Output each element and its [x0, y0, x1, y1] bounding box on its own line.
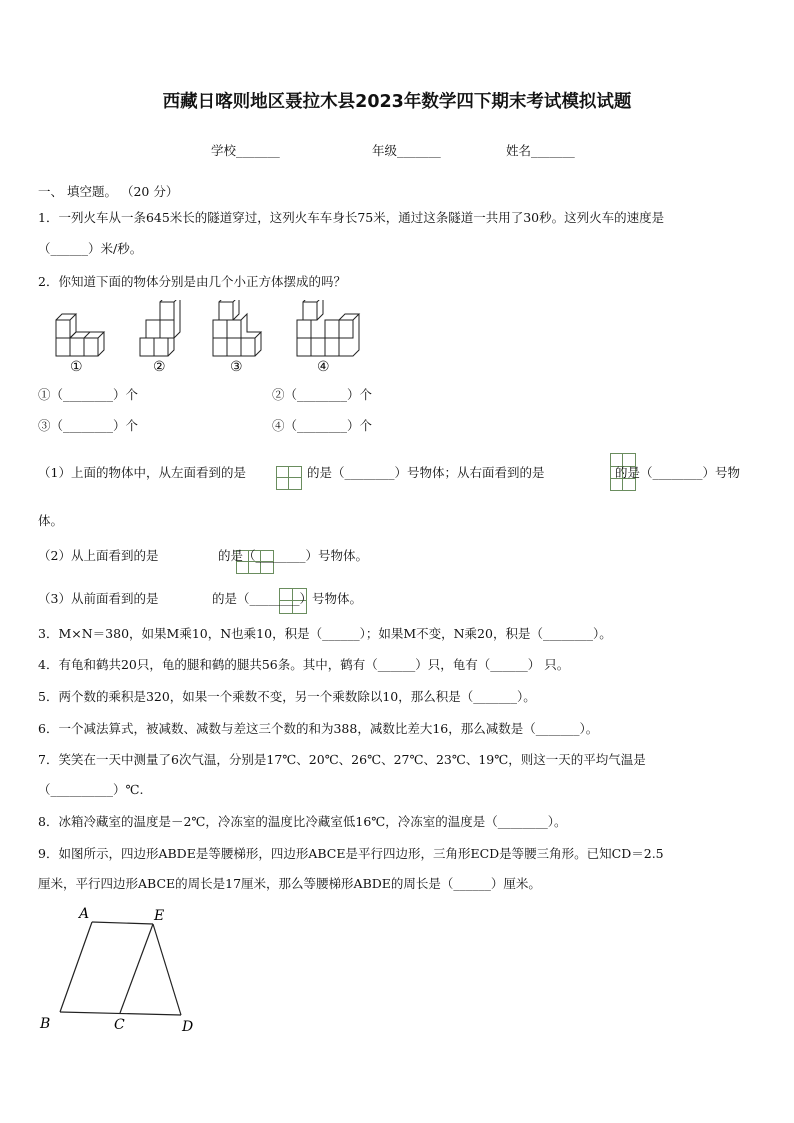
question-3: 3．M×N＝380，如果M乘10，N也乘10，积是（______）；如果M不变，N乘20，积是（________）。	[38, 626, 612, 641]
sub-question-1-a: （1）上面的物体中，从左面看到的是	[38, 465, 246, 480]
figure-label-4: ④	[317, 359, 330, 375]
question-9-line-1: 9．如图所示，四边形ABDE是等腰梯形，四边形ABCE是平行四边形，三角形ECD是等腰三角形。已知CD＝2.5	[38, 846, 664, 861]
point-label-e: E	[154, 908, 165, 924]
answer-2[interactable]: ②（________）个	[272, 387, 373, 402]
question-8: 8．冰箱冷藏室的温度是－2℃，冷冻室的温度比冷藏室低16℃，冷冻室的温度是（________）。	[38, 814, 567, 829]
question-7-line-1: 7．笑笑在一天中测量了6次气温，分别是17℃、20℃、26℃、27℃、23℃、19℃，则这一天的平均气温是	[38, 752, 646, 767]
cube-figures	[40, 300, 400, 380]
left-view-grid-icon	[276, 466, 302, 490]
point-label-d: D	[182, 1019, 194, 1035]
sub-question-1-b: 的是（________）号物体；从右面看到的是	[307, 465, 545, 480]
question-9-line-2: 厘米，平行四边形ABCE的周长是17厘米，那么等腰梯形ABDE的周长是（______）厘米。	[38, 876, 541, 891]
cube-figure-3	[213, 300, 261, 356]
sub-question-2-b: 的是（________）号物体。	[218, 548, 369, 563]
point-label-c: C	[114, 1017, 125, 1033]
grade-field[interactable]: 年级_______	[372, 143, 441, 158]
question-1-line-2: （______）米/秒。	[38, 241, 143, 256]
cube-figure-2	[140, 300, 180, 356]
question-5: 5．两个数的乘积是320，如果一个乘数不变，另一个乘数除以10，那么积是（_______）。	[38, 689, 536, 704]
figure-label-2: ②	[153, 359, 166, 375]
name-field[interactable]: 姓名_______	[506, 143, 575, 158]
sub-question-1-d: 体。	[38, 513, 64, 528]
figure-label-1: ①	[70, 359, 83, 375]
sub-question-2-a: （2）从上面看到的是	[38, 548, 159, 563]
sub-question-3-b: 的是（________）号物体。	[212, 591, 363, 606]
sub-question-3-a: （3）从前面看到的是	[38, 591, 159, 606]
question-1-line-1: 1．一列火车从一条645米长的隧道穿过，这列火车车身长75米，通过这条隧道一共用了30秒。这列火车的速度是	[38, 210, 665, 225]
point-label-b: B	[40, 1016, 51, 1032]
cube-figure-1	[56, 314, 104, 356]
question-6: 6．一个减法算式，被减数、减数与差这三个数的和为388，减数比差大16，那么减数是（_______）。	[38, 721, 599, 736]
figure-label-3: ③	[230, 359, 243, 375]
answer-4[interactable]: ④（________）个	[272, 418, 373, 433]
school-field[interactable]: 学校_______	[211, 143, 280, 158]
cube-figure-4	[297, 300, 359, 356]
point-label-a: A	[79, 906, 90, 922]
section-heading: 一、 填空题。 （20 分）	[38, 184, 179, 199]
answer-1[interactable]: ①（________）个	[38, 387, 139, 402]
question-2-text: 2．你知道下面的物体分别是由几个小正方体摆成的吗？	[38, 274, 346, 289]
question-4: 4．有龟和鹤共20只，龟的腿和鹤的腿共56条。其中，鹤有（______）只，龟有（______） 只。	[38, 657, 570, 672]
trapezoid-diagram	[36, 902, 206, 1037]
page-title: 西藏日喀则地区聂拉木县2023年数学四下期末考试模拟试题	[162, 92, 632, 112]
answer-3[interactable]: ③（________）个	[38, 418, 139, 433]
sub-question-1-c: 的是（________）号物	[615, 465, 741, 480]
question-7-line-2: （__________）℃.	[38, 782, 144, 797]
